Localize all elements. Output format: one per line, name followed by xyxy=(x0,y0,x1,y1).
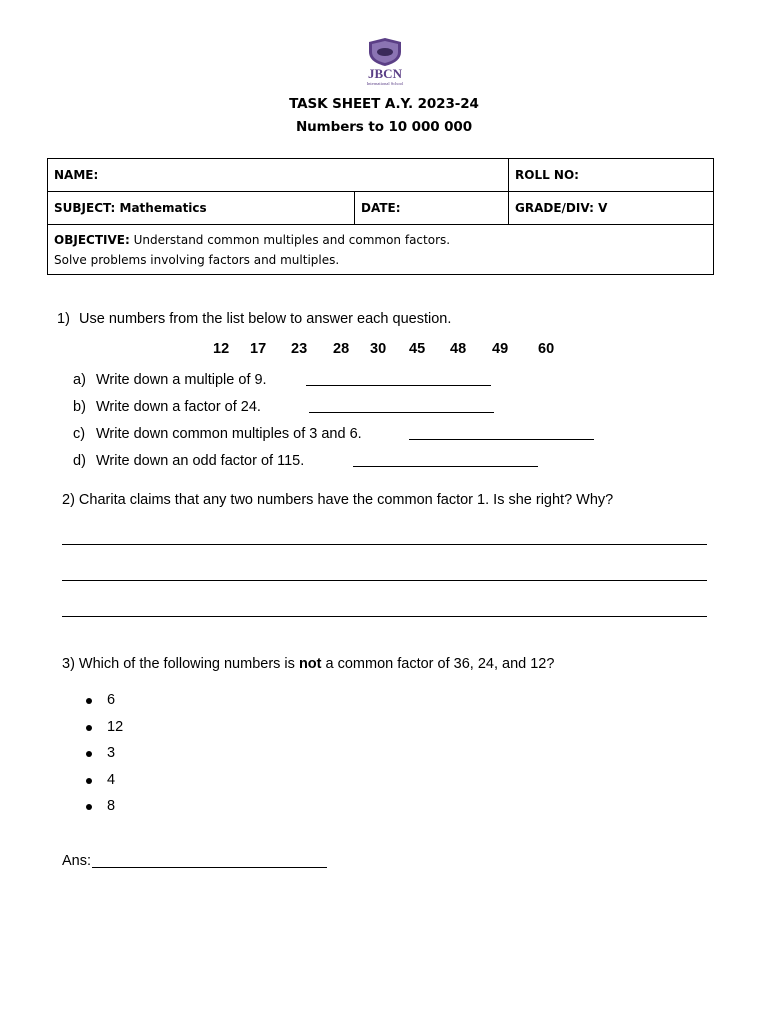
answer-label: Ans: xyxy=(62,853,92,869)
q1a-letter: a) xyxy=(73,372,86,388)
objective-text-1: Understand common multiples and common factors. xyxy=(129,232,451,247)
subject-cell xyxy=(48,192,355,225)
name-cell[interactable] xyxy=(48,159,509,192)
q1-number: 1) xyxy=(57,311,70,327)
q3-option: 4 xyxy=(107,772,116,788)
q2-answer-line-1[interactable] xyxy=(62,544,707,545)
subject-label: SUBJECT: Mathematics xyxy=(54,201,207,215)
school-logo xyxy=(345,36,425,88)
q1d-letter: d) xyxy=(73,453,86,469)
number-item: 30 xyxy=(370,341,387,357)
bullet-icon xyxy=(86,725,92,731)
q3-option: 12 xyxy=(107,719,124,735)
date-label: DATE: xyxy=(361,201,401,215)
q3-answer-line[interactable] xyxy=(92,867,327,868)
q3-prompt-start: 3) Which of the following numbers is xyxy=(62,656,299,672)
q1d-answer-line[interactable] xyxy=(353,466,538,467)
objective-cell xyxy=(48,225,714,275)
q3-prompt xyxy=(62,656,554,672)
q1c-letter: c) xyxy=(73,426,86,442)
name-label: NAME: xyxy=(54,168,99,182)
number-item: 23 xyxy=(291,341,308,357)
roll-no-label: ROLL NO: xyxy=(515,168,579,182)
objective-label: OBJECTIVE: xyxy=(54,232,130,247)
q2-answer-line-2[interactable] xyxy=(62,580,707,581)
objective-text-2: Solve problems involving factors and multiples. xyxy=(54,252,340,267)
number-item: 48 xyxy=(450,341,467,357)
student-info-table xyxy=(47,158,714,275)
q3-prompt-end: a common factor of 36, 24, and 12? xyxy=(321,656,555,672)
number-item: 28 xyxy=(333,341,350,357)
q1b-letter: b) xyxy=(73,399,86,415)
grade-label: GRADE/DIV: V xyxy=(515,201,608,215)
q1c-text: Write down common multiples of 3 and 6. xyxy=(96,426,362,442)
bullet-icon xyxy=(86,804,92,810)
q1a-text: Write down a multiple of 9. xyxy=(96,372,267,388)
date-cell[interactable] xyxy=(355,192,509,225)
page-subtitle: Numbers to 10 000 000 xyxy=(295,119,473,135)
q3-option: 8 xyxy=(107,798,116,814)
q1c-answer-line[interactable] xyxy=(409,439,594,440)
q1b-text: Write down a factor of 24. xyxy=(96,399,261,415)
number-item: 17 xyxy=(250,341,267,357)
q1a-answer-line[interactable] xyxy=(306,385,491,386)
number-item: 12 xyxy=(213,341,230,357)
roll-no-cell[interactable] xyxy=(509,159,714,192)
q3-option: 3 xyxy=(107,745,116,761)
number-item: 60 xyxy=(538,341,555,357)
q3-option: 6 xyxy=(107,692,116,708)
grade-cell xyxy=(509,192,714,225)
bullet-icon xyxy=(86,698,92,704)
q3-prompt-emphasis: not xyxy=(298,656,322,672)
logo-subtext: International School xyxy=(366,81,404,86)
q1b-answer-line[interactable] xyxy=(309,412,494,413)
q1-prompt: Use numbers from the list below to answer each question. xyxy=(79,311,452,327)
logo-text: JBCN xyxy=(368,66,402,81)
crest-icon xyxy=(369,38,401,66)
bullet-icon xyxy=(86,751,92,757)
bullet-icon xyxy=(86,778,92,784)
number-item: 49 xyxy=(492,341,509,357)
number-item: 45 xyxy=(409,341,426,357)
q2-prompt: 2) Charita claims that any two numbers have the common factor 1. Is she right? Why? xyxy=(62,492,614,508)
q2-answer-line-3[interactable] xyxy=(62,616,707,617)
page-title: TASK SHEET A.Y. 2023-24 xyxy=(289,96,479,112)
q1d-text: Write down an odd factor of 115. xyxy=(96,453,305,469)
